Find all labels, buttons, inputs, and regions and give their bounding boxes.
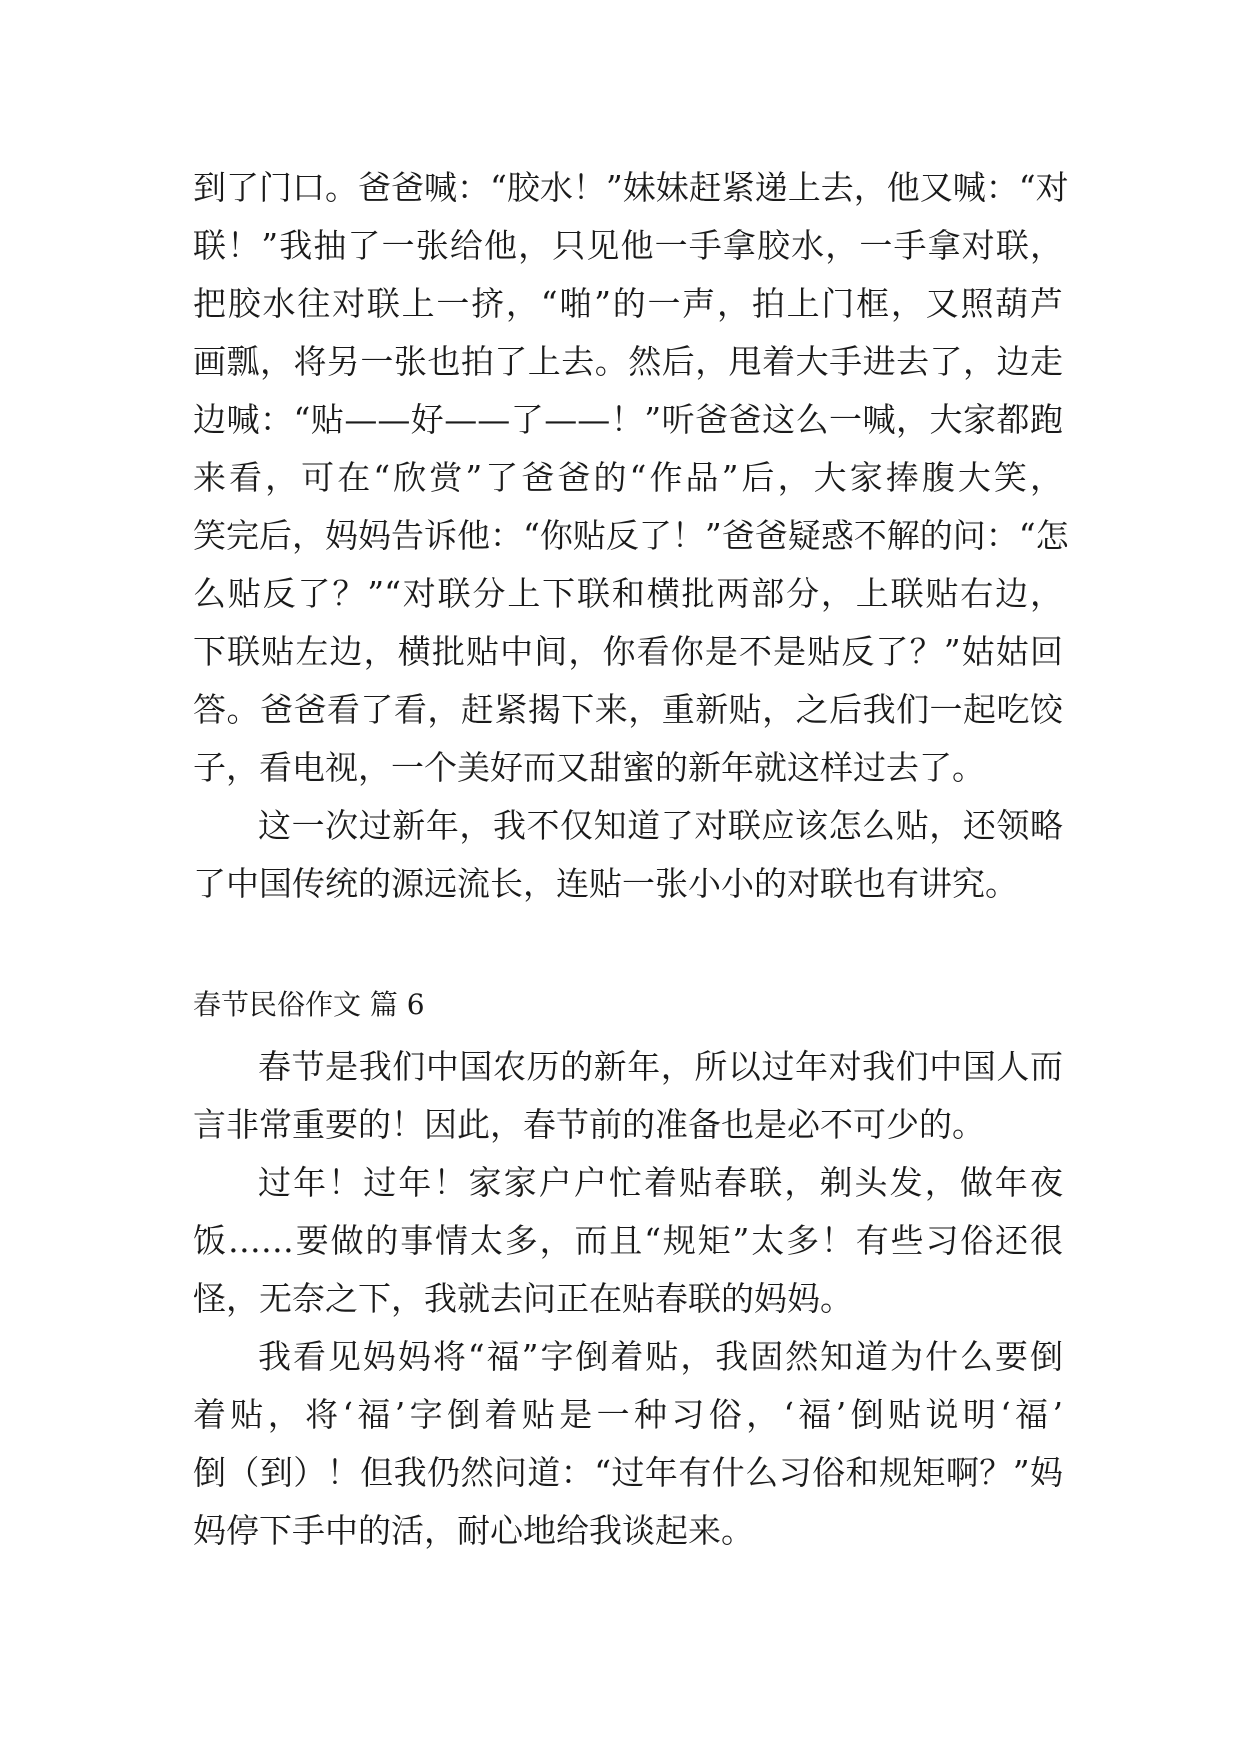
paragraph-line: 过年！过年！家家户户忙着贴春联，剃头发，做年夜	[258, 1163, 1063, 1202]
paragraph-line: 子，看电视，一个美好而又甜蜜的新年就这样过去了。	[193, 748, 985, 787]
paragraph-line: 了中国传统的源远流长，连贴一张小小的对联也有讲究。	[193, 864, 1018, 903]
paragraph-line: 边喊：“贴——好——了——！”听爸爸这么一喊，大家都跑	[193, 400, 1063, 439]
paragraph-line: 笑完后，妈妈告诉他：“你贴反了！”爸爸疑惑不解的问：“怎	[193, 516, 1069, 555]
paragraph-line: 春节是我们中国农历的新年，所以过年对我们中国人而	[258, 1047, 1063, 1086]
paragraph-line: 么贴反了？”“对联分上下联和横批两部分，上联贴右边，	[193, 574, 1063, 613]
paragraph-line: 倒（到）！但我仍然问道：“过年有什么习俗和规矩啊？”妈	[193, 1453, 1063, 1492]
paragraph-line: 言非常重要的！因此，春节前的准备也是必不可少的。	[193, 1105, 985, 1144]
paragraph-line: 我看见妈妈将“福”字倒着贴，我固然知道为什么要倒	[258, 1337, 1063, 1376]
paragraph-line: 下联贴左边，横批贴中间，你看你是不是贴反了？”姑姑回	[193, 632, 1063, 671]
paragraph-line: 答。爸爸看了看，赶紧揭下来，重新贴，之后我们一起吃饺	[193, 690, 1063, 729]
paragraph-line: 把胶水往对联上一挤，“啪”的一声，拍上门框，又照葫芦	[193, 284, 1063, 323]
paragraph-line: 联！”我抽了一张给他，只见他一手拿胶水，一手拿对联，	[193, 226, 1063, 265]
paragraph-line: 到了门口。爸爸喊：“胶水！”妹妹赶紧递上去，他又喊：“对	[193, 168, 1069, 207]
paragraph-line: 来看，可在“欣赏”了爸爸的“作品”后，大家捧腹大笑，	[193, 458, 1063, 497]
section-heading: 春节民俗作文 篇 6	[193, 988, 425, 1021]
paragraph-line: 着贴，将‘福’字倒着贴是一种习俗，‘福’倒贴说明‘福’	[193, 1395, 1063, 1434]
paragraph-line: 饭……要做的事情太多，而且“规矩”太多！有些习俗还很	[193, 1221, 1063, 1260]
paragraph-line: 怪，无奈之下，我就去问正在贴春联的妈妈。	[193, 1279, 853, 1318]
paragraph-line: 妈停下手中的活，耐心地给我谈起来。	[193, 1511, 754, 1550]
paragraph-line: 这一次过新年，我不仅知道了对联应该怎么贴，还领略	[258, 806, 1063, 845]
paragraph-line: 画瓢，将另一张也拍了上去。然后，甩着大手进去了，边走	[193, 342, 1063, 381]
